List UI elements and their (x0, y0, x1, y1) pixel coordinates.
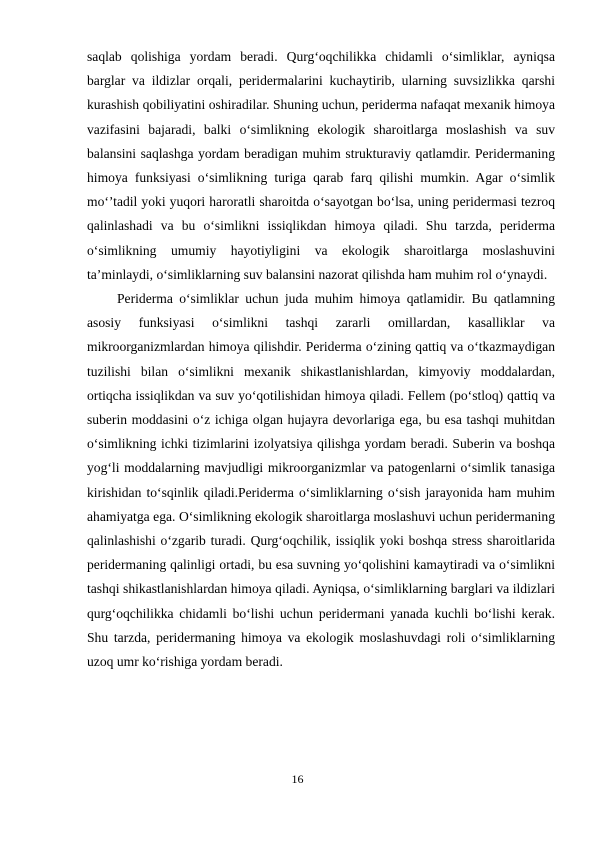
document-page (87, 45, 555, 674)
page-number: 16 (291, 772, 304, 786)
paragraph: Periderma o‘simliklar uchun juda muhim himoya qatlamidir. Bu qatlamning asosiy funksiyasi o‘simlikni tashqi zararli omillardan, kasalliklar va mikroorganizmlardan himoya qilishdir. Periderma o‘zining qattiq va o‘tkazmaydigan tuzilishi bilan o‘simlikni mexanik shikastlanishlardan, kimyoviy moddalardan, ortiqcha issiqlikdan va suv yo‘qotilishidan himoya qiladi. Fellem (po‘stloq) qattiq va suberin moddasini o‘z ichiga olgan hujayra devorlariga ega, bu esa tashqi muhitdan o‘simlikning ichki tizimlarini izolyatsiya qilishga yordam beradi. Suberin va boshqa yog‘li moddalarning mavjudligi mikroorganizmlar va patogenlarni o‘simlik tanasiga kirishidan to‘sqinlik qiladi.Periderma o‘simliklarning o‘sish jarayonida ham muhim ahamiyatga ega. O‘simlikning ekologik sharoitlarga moslashuvi uchun peridermaning qalinlashishi o‘zgarib turadi. Qurg‘oqchilik, issiqlik yoki boshqa stress sharoitlarida peridermaning qalinligi ortadi, bu esa suvning yo‘qolishini kamaytiradi va o‘simlikni tashqi shikastlanishlardan himoya qiladi. Ayniqsa, o‘simliklarning barglari va ildizlari qurg‘oqchilikka chidamli bo‘lishi uchun peridermani yanada kuchli bo‘lishi kerak. Shu tarzda, peridermaning himoya va ekologik moslashuvdagi roli o‘simliklarning uzoq umr ko‘rishiga yordam beradi. (87, 291, 555, 670)
paragraph: saqlab qolishiga yordam beradi. Qurg‘oqchilikka chidamli o‘simliklar, ayniqsa barglar va ildizlar orqali, peridermalarini kuchaytirib, ularning suvsizlikka qarshi kurashish qobiliyatini oshiradilar. Shuning uchun, periderma nafaqat mexanik himoya vazifasini bajaradi, balki o‘simlikning ekologik sharoitlarga moslashish va suv balansini saqlashga yordam beradigan muhim strukturaviy qatlamdir. Peridermaning himoya funksiyasi o‘simlikning turiga qarab farq qilishi mumkin. Agar o‘simlik mo‘’tadil yoki yuqori haroratli sharoitda o‘sayotgan bo‘lsa, uning peridermasi tezroq qalinlashadi va bu o‘simlikni issiqlikdan himoya qiladi. Shu tarzda, periderma o‘simlikning umumiy hayotiyligini va ekologik sharoitlarga moslashuvini ta’minlaydi, o‘simliklarning suv balansini nazorat qilishda ham muhim rol o‘ynaydi. (87, 49, 555, 282)
